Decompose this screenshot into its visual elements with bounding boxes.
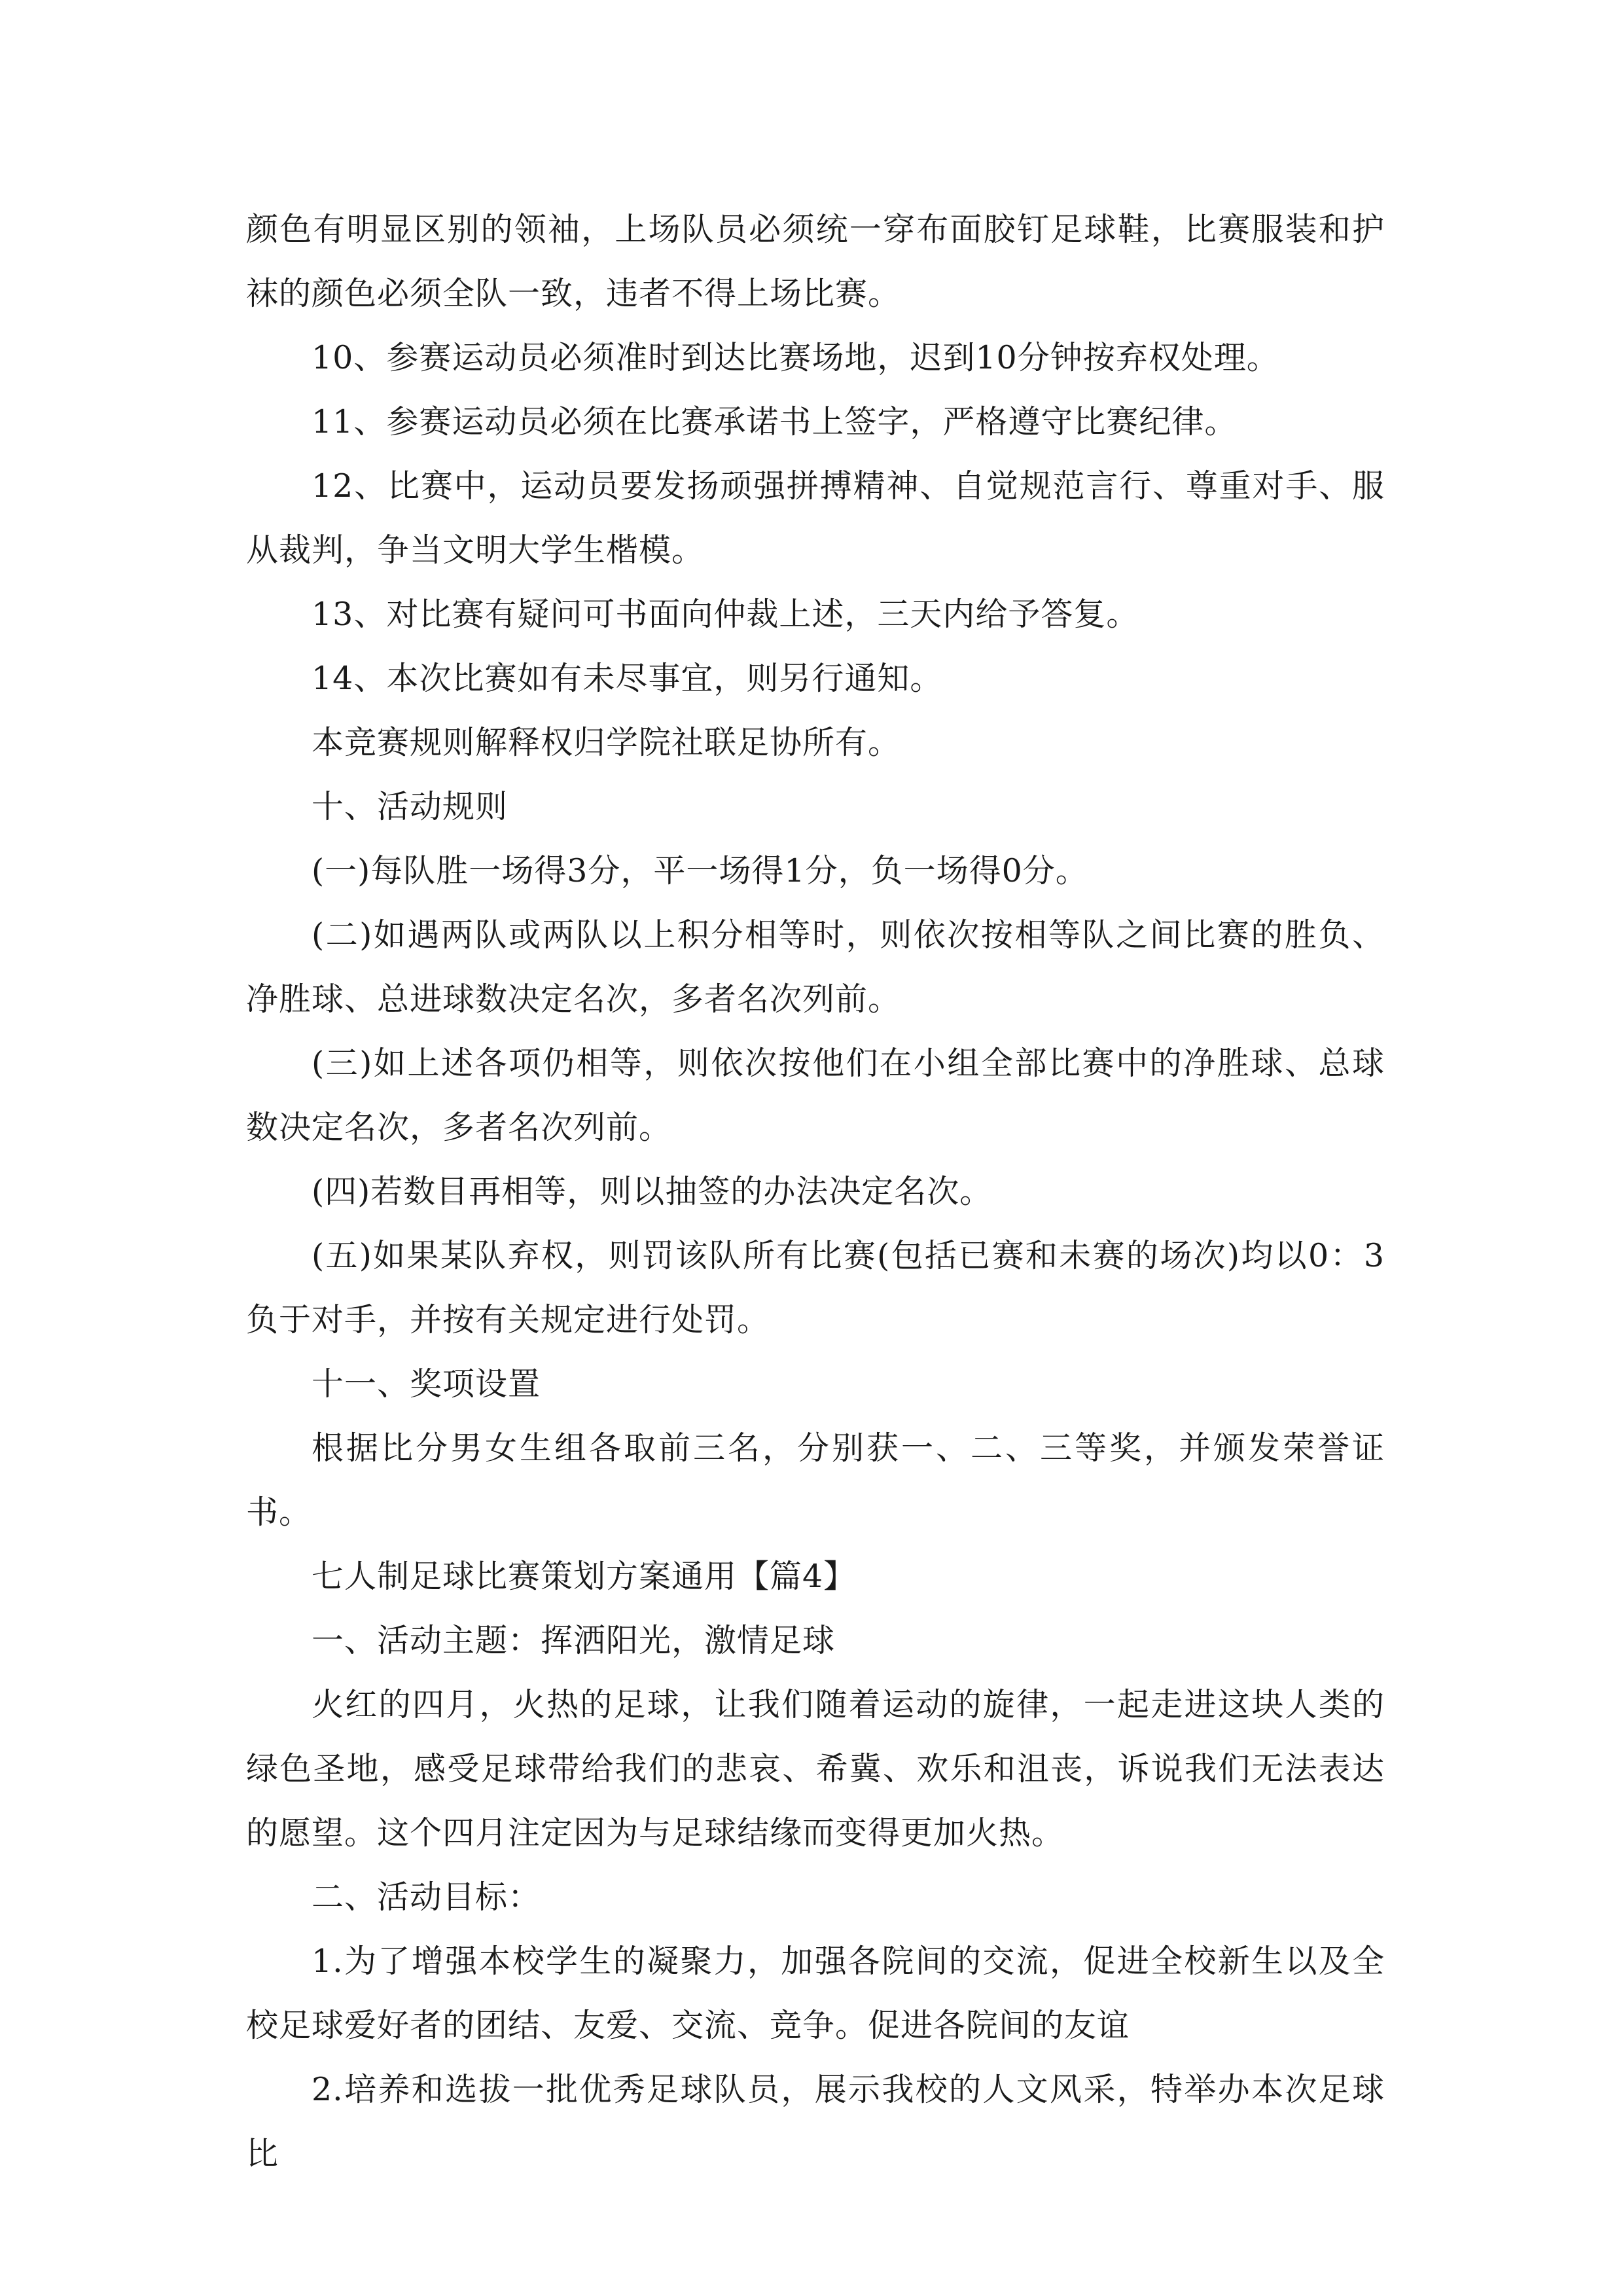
paragraph-rule-14: 14、本次比赛如有未尽事宜，则另行通知。 xyxy=(312,660,943,697)
section-heading-theme: 一、活动主题：挥洒阳光，激情足球 xyxy=(312,1622,836,1659)
paragraph-rule-12: 12、比赛中，运动员要发扬顽强拼搏精神、自觉规范言行、尊重对手、服从裁判，争当文明大学生楷模。 xyxy=(246,467,1385,569)
paragraph-tiebreak-1: (二)如遇两队或两队以上积分相等时，则依次按相等队之间比赛的胜负、净胜球、总进球数决定名次，多者名次列前。 xyxy=(246,916,1385,1018)
paragraph-awards: 根据比分男女生组各取前三名，分别获一、二、三等奖，并颁发荣誉证书。 xyxy=(246,1429,1385,1531)
section-heading-awards: 十一、奖项设置 xyxy=(312,1365,541,1403)
paragraph-tiebreak-2: (三)如上述各项仍相等，则依次按他们在小组全部比赛中的净胜球、总球数决定名次，多者名次列前。 xyxy=(246,1045,1385,1146)
paragraph-tiebreak-3: (四)若数目再相等，则以抽签的办法决定名次。 xyxy=(312,1173,993,1210)
section-heading-goals: 二、活动目标： xyxy=(312,1878,541,1916)
paragraph-rule-11: 11、参赛运动员必须在比赛承诺书上签字，严格遵守比赛纪律。 xyxy=(312,403,1238,440)
paragraph-goal-2: 2.培养和选拔一批优秀足球队员，展示我校的人文风采，特举办本次足球比 xyxy=(246,2071,1385,2172)
paragraph-rule-10: 10、参赛运动员必须准时到达比赛场地，迟到10分钟按弃权处理。 xyxy=(312,339,1279,376)
paragraph-interpretation: 本竞赛规则解释权归学院社联足协所有。 xyxy=(312,724,901,761)
paragraph-intro: 火红的四月，火热的足球，让我们随着运动的旋律，一起走进这块人类的绿色圣地，感受足球带给我们的悲哀、希冀、欢乐和沮丧，诉说我们无法表达的愿望。这个四月注定因为与足球结缘而变得更加火热。 xyxy=(246,1686,1385,1852)
section-heading-activity-rules: 十、活动规则 xyxy=(312,788,508,825)
paragraph-rule-13: 13、对比赛有疑问可书面向仲裁上述，三天内给予答复。 xyxy=(312,596,1139,633)
paragraph-goal-1: 1.为了增强本校学生的凝聚力，加强各院间的交流，促进全校新生以及全校足球爱好者的团结、友爱、交流、竞争。促进各院间的友谊 xyxy=(246,1943,1385,2044)
article-title: 七人制足球比赛策划方案通用【篇4】 xyxy=(312,1558,857,1595)
paragraph-forfeit: (五)如果某队弃权，则罚该队所有比赛(包括已赛和未赛的场次)均以0：3负于对手，并按有关规定进行处罚。 xyxy=(246,1237,1385,1338)
document-body xyxy=(246,198,1385,2186)
paragraph-uniform-rules: 颜色有明显区别的领袖，上场队员必须统一穿布面胶钉足球鞋，比赛服装和护袜的颜色必须全队一致，违者不得上场比赛。 xyxy=(246,211,1385,312)
paragraph-scoring: (一)每队胜一场得3分，平一场得1分，负一场得0分。 xyxy=(312,852,1088,889)
